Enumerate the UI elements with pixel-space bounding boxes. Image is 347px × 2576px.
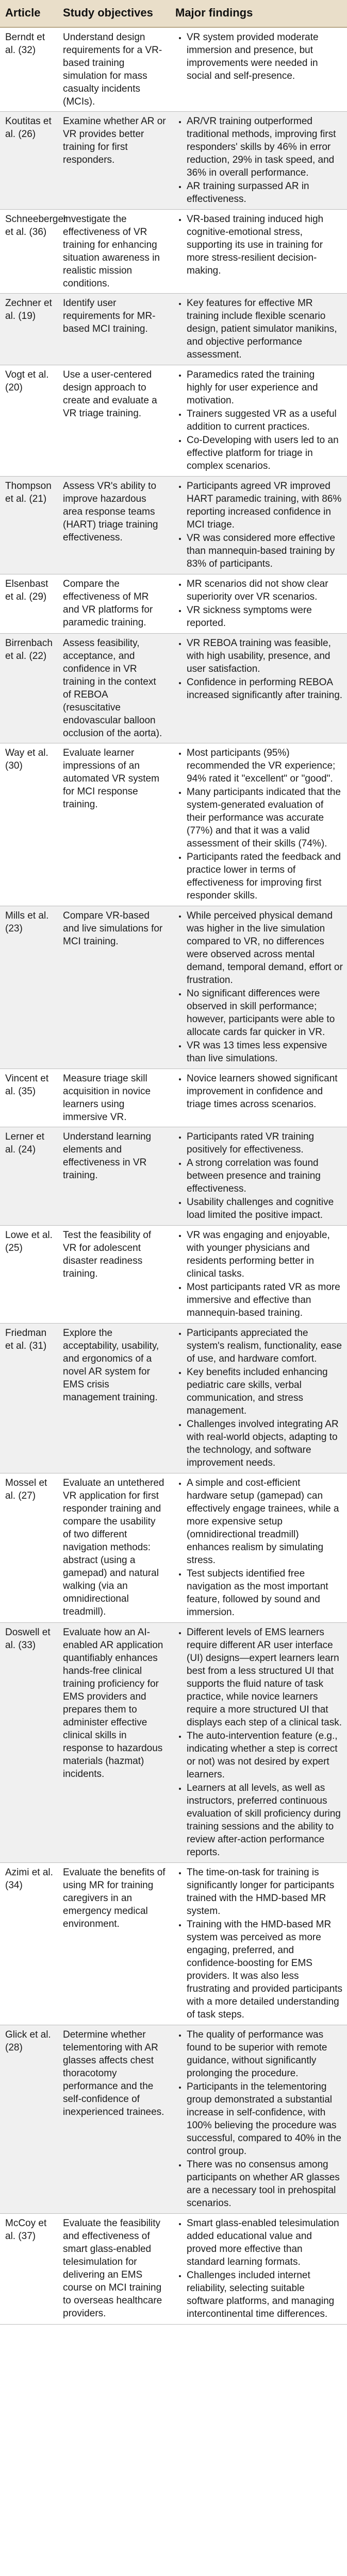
table-row <box>0 574 347 634</box>
findings-cell <box>170 2025 347 2214</box>
finding-item: • MR scenarios did not show clear superiority over VR scenarios. <box>187 578 343 603</box>
objective-cell: Evaluate the feasibility and effectiveness of smart glass-enabled telesimulation for delivering an EMS course on MCI training to overseas healthcare providers. <box>58 2214 170 2325</box>
finding-item: • Participants rated VR training positively for effectiveness. <box>187 1130 343 1156</box>
findings-cell <box>170 1127 347 1226</box>
findings-cell <box>170 365 347 477</box>
findings-cell <box>170 27 347 112</box>
objective-cell: Use a user-centered design approach to create and evaluate a VR triage training. <box>58 365 170 477</box>
finding-item: • No significant differences were observed in skill performance; however, participants were able to allocate cards far quicker in VR. <box>187 987 343 1039</box>
finding-item: • Challenges involved integrating AR with real-world objects, adapting to the technology, and software improvement needs. <box>187 1418 343 1469</box>
finding-item: • Key features for effective MR training include flexible scenario design, patient simulator manikins, and objective performance assessment. <box>187 297 343 361</box>
objective-cell: Compare the effectiveness of MR and VR platforms for paramedic training. <box>58 574 170 634</box>
finding-item: • Most participants (95%) recommended the VR experience; 94% rated it "excellent" or "good". <box>187 747 343 785</box>
finding-item: • Most participants rated VR as more immersive and effective than mannequin-based training. <box>187 1281 343 1319</box>
objective-cell: Evaluate the benefits of using MR for training caregivers in an emergency medical environment. <box>58 1863 170 2025</box>
table-row <box>0 365 347 477</box>
objective-cell: Compare VR-based and live simulations for MCI training. <box>58 906 170 1069</box>
findings-list <box>175 213 343 277</box>
article-cell: Thompson et al. (21) <box>0 477 58 574</box>
finding-item: • Smart glass-enabled telesimulation added educational value and proved more effective than standard learning formats. <box>187 2217 343 2268</box>
findings-list <box>175 31 343 82</box>
article-cell: Mills et al. (23) <box>0 906 58 1069</box>
findings-list <box>175 368 343 472</box>
finding-item: • Paramedics rated the training highly for user experience and motivation. <box>187 368 343 407</box>
article-cell: Way et al. (30) <box>0 743 58 906</box>
finding-item: • Novice learners showed significant improvement in confidence and triage times across scenarios. <box>187 1072 343 1111</box>
finding-item: • VR REBOA training was feasible, with high usability, presence, and user satisfaction. <box>187 637 343 675</box>
finding-item: • VR system provided moderate immersion and presence, but improvements were needed in social and self-presence. <box>187 31 343 82</box>
finding-item: • Key benefits included enhancing pediatric care skills, verbal communication, and stress management. <box>187 1366 343 1417</box>
table-row <box>0 1127 347 1226</box>
objective-cell: Test the feasibility of VR for adolescent disaster readiness training. <box>58 1226 170 1324</box>
finding-item: • A simple and cost-efficient hardware setup (gamepad) can effectively engage trainees, while a more expensive setup (omnidirectional treadmill) enhances realism by simulating stress. <box>187 1477 343 1567</box>
article-cell: Elsenbast et al. (29) <box>0 574 58 634</box>
findings-list <box>175 115 343 206</box>
objective-cell: Assess VR's ability to improve hazardous area response teams (HART) triage training effectiveness. <box>58 477 170 574</box>
article-cell: Doswell et al. (33) <box>0 1623 58 1863</box>
table-row <box>0 743 347 906</box>
objective-cell: Evaluate how an AI-enabled AR application quantifiably enhances hands-free clinical training proficiency for EMS providers and prepares them to administer effective clinical skills in response to hazardous materials (hazmat) incidents. <box>58 1623 170 1863</box>
article-cell: Friedman et al. (31) <box>0 1324 58 1473</box>
finding-item: • VR was considered more effective than mannequin-based training by 83% of participants. <box>187 532 343 570</box>
findings-list <box>175 2028 343 2210</box>
header-study-objectives: Study objectives <box>58 0 170 27</box>
findings-cell <box>170 1324 347 1473</box>
article-cell: Azimi et al. (34) <box>0 1863 58 2025</box>
objective-cell: Assess feasibility, acceptance, and confidence in VR training in the context of REBOA (resuscitative endovascular balloon occlusion of the aorta). <box>58 634 170 743</box>
finding-item: • Trainers suggested VR as a useful addition to current practices. <box>187 408 343 433</box>
table-row <box>0 210 347 294</box>
findings-cell <box>170 112 347 210</box>
findings-list <box>175 1327 343 1469</box>
findings-cell <box>170 1863 347 2025</box>
article-cell: Zechner et al. (19) <box>0 294 58 365</box>
findings-cell <box>170 477 347 574</box>
findings-cell <box>170 1473 347 1623</box>
header-article: Article <box>0 0 58 27</box>
findings-cell <box>170 574 347 634</box>
header-row <box>0 0 347 27</box>
table-row <box>0 1069 347 1127</box>
table-row <box>0 1226 347 1324</box>
finding-item: • The time-on-task for training is significantly longer for participants trained with the HMD-based MR system. <box>187 1866 343 1918</box>
table-row <box>0 294 347 365</box>
findings-list <box>175 2217 343 2320</box>
findings-list <box>175 480 343 570</box>
article-cell: McCoy et al. (37) <box>0 2214 58 2325</box>
table-row <box>0 906 347 1069</box>
findings-list <box>175 637 343 702</box>
findings-cell <box>170 634 347 743</box>
findings-list <box>175 1866 343 2021</box>
finding-item: • Participants rated the feedback and practice lower in terms of effectiveness for improving first responder skills. <box>187 851 343 902</box>
findings-cell <box>170 1069 347 1127</box>
article-cell: Glick et al. (28) <box>0 2025 58 2214</box>
finding-item: • VR was engaging and enjoyable, with younger physicians and residents performing better in clinical tasks. <box>187 1229 343 1280</box>
findings-list <box>175 1626 343 1859</box>
finding-item: • A strong correlation was found between presence and training effectiveness. <box>187 1157 343 1195</box>
finding-item: • The auto-intervention feature (e.g., indicating whether a step is correct or not) was not desired by expert learners. <box>187 1730 343 1781</box>
findings-cell <box>170 1623 347 1863</box>
findings-list <box>175 1130 343 1222</box>
finding-item: • Challenges included internet reliability, selecting suitable software platforms, and managing intercontinental time differences. <box>187 2269 343 2320</box>
findings-cell <box>170 906 347 1069</box>
table-row <box>0 477 347 574</box>
article-cell: Birrenbach et al. (22) <box>0 634 58 743</box>
findings-cell <box>170 1226 347 1324</box>
objective-cell: Evaluate learner impressions of an automated VR system for MCI response training. <box>58 743 170 906</box>
findings-cell <box>170 743 347 906</box>
article-cell: Vogt et al. (20) <box>0 365 58 477</box>
finding-item: • There was no consensus among participants on whether AR glasses are a necessary tool in prehospital scenarios. <box>187 2158 343 2210</box>
findings-list <box>175 578 343 630</box>
table-row <box>0 1863 347 2025</box>
finding-item: • VR-based training induced high cognitive-emotional stress, supporting its use in training for more stress-resilient decision-making. <box>187 213 343 277</box>
finding-item: • Participants in the telementoring group demonstrated a substantial increase in self-confidence, with 100% believing the procedure was successful, compared to 40% in the control group. <box>187 2080 343 2158</box>
finding-item: • Co-Developing with users led to an effective platform for triage in complex scenarios. <box>187 434 343 472</box>
objective-cell: Determine whether telementoring with AR glasses affects chest thoracotomy performance and the self-confidence of inexperienced trainees. <box>58 2025 170 2214</box>
article-cell: Berndt et al. (32) <box>0 27 58 112</box>
header-major-findings: Major findings <box>170 0 347 27</box>
finding-item: • Participants agreed VR improved HART paramedic training, with 86% reporting increased confidence in MCI triage. <box>187 480 343 531</box>
findings-list <box>175 1229 343 1319</box>
finding-item: • While perceived physical demand was higher in the live simulation compared to VR, no differences were observed across mental demand, temporal demand, effort or frustration. <box>187 909 343 987</box>
article-cell: Schneeberger et al. (36) <box>0 210 58 294</box>
article-cell: Mossel et al. (27) <box>0 1473 58 1623</box>
objective-cell: Understand design requirements for a VR-based training simulation for mass casualty incidents (MCIs). <box>58 27 170 112</box>
findings-cell <box>170 294 347 365</box>
objective-cell: Investigate the effectiveness of VR training for enhancing situation awareness in realistic mission conditions. <box>58 210 170 294</box>
finding-item: • Test subjects identified free navigation as the most important feature, followed by sound and immersion. <box>187 1567 343 1619</box>
objective-cell: Measure triage skill acquisition in novice learners using immersive VR. <box>58 1069 170 1127</box>
findings-list <box>175 747 343 902</box>
objective-cell: Evaluate an untethered VR application for first responder training and compare the usability of two different navigation methods: abstract (using a gamepad) and natural walking (via an omnidirectional treadmill). <box>58 1473 170 1623</box>
article-cell: Lerner et al. (24) <box>0 1127 58 1226</box>
table-row <box>0 2214 347 2325</box>
table-row <box>0 112 347 210</box>
objective-cell: Explore the acceptability, usability, and ergonomics of a novel AR system for EMS crisis management training. <box>58 1324 170 1473</box>
table-header <box>0 0 347 27</box>
finding-item: • AR training surpassed AR in effectiveness. <box>187 180 343 206</box>
findings-list <box>175 909 343 1065</box>
finding-item: • Many participants indicated that the system-generated evaluation of their performance was accurate (77%) and that it was a valid assessment of their skills (74%). <box>187 786 343 850</box>
table-row <box>0 634 347 743</box>
objective-cell: Identify user requirements for MR-based MCI training. <box>58 294 170 365</box>
finding-item: • The quality of performance was found to be superior with remote guidance, without significantly prolonging the procedure. <box>187 2028 343 2080</box>
findings-list <box>175 297 343 361</box>
article-cell: Lowe et al. (25) <box>0 1226 58 1324</box>
table-row <box>0 1473 347 1623</box>
findings-list <box>175 1477 343 1619</box>
finding-item: • AR/VR training outperformed traditional methods, improving first responders' skills by 46% in error reduction, 29% in task speed, and 36% in overall performance. <box>187 115 343 179</box>
findings-cell <box>170 2214 347 2325</box>
finding-item: • VR was 13 times less expensive than live simulations. <box>187 1039 343 1065</box>
finding-item: • Confidence in performing REBOA increased significantly after training. <box>187 676 343 702</box>
finding-item: • Learners at all levels, as well as instructors, preferred continuous evaluation of skill proficiency during training sessions and the ability to review after-action performance reports. <box>187 1782 343 1859</box>
findings-list <box>175 1072 343 1111</box>
table-row <box>0 2025 347 2214</box>
article-cell: Koutitas et al. (26) <box>0 112 58 210</box>
findings-cell <box>170 210 347 294</box>
finding-item: • Different levels of EMS learners require different AR user interface (UI) designs—expert learners learn best from a less structured UI that supports the fluid nature of task practice, while novice learners require a more structured UI that displays each step of a clinical task. <box>187 1626 343 1729</box>
table-row <box>0 1324 347 1473</box>
table-body <box>0 27 347 2325</box>
table-row <box>0 27 347 112</box>
finding-item: • VR sickness symptoms were reported. <box>187 604 343 630</box>
objective-cell: Examine whether AR or VR provides better training for first responders. <box>58 112 170 210</box>
finding-item: • Participants appreciated the system's realism, functionality, ease of use, and hardware comfort. <box>187 1327 343 1365</box>
objective-cell: Understand learning elements and effectiveness in VR training. <box>58 1127 170 1226</box>
table-row <box>0 1623 347 1863</box>
article-cell: Vincent et al. (35) <box>0 1069 58 1127</box>
finding-item: • Usability challenges and cognitive load limited the positive impact. <box>187 1196 343 1222</box>
finding-item: • Training with the HMD-based MR system was perceived as more engaging, preferred, and confidence-boosting for EMS providers. It was also less frustrating and provided participants with a more detailed understanding of task steps. <box>187 1918 343 2021</box>
